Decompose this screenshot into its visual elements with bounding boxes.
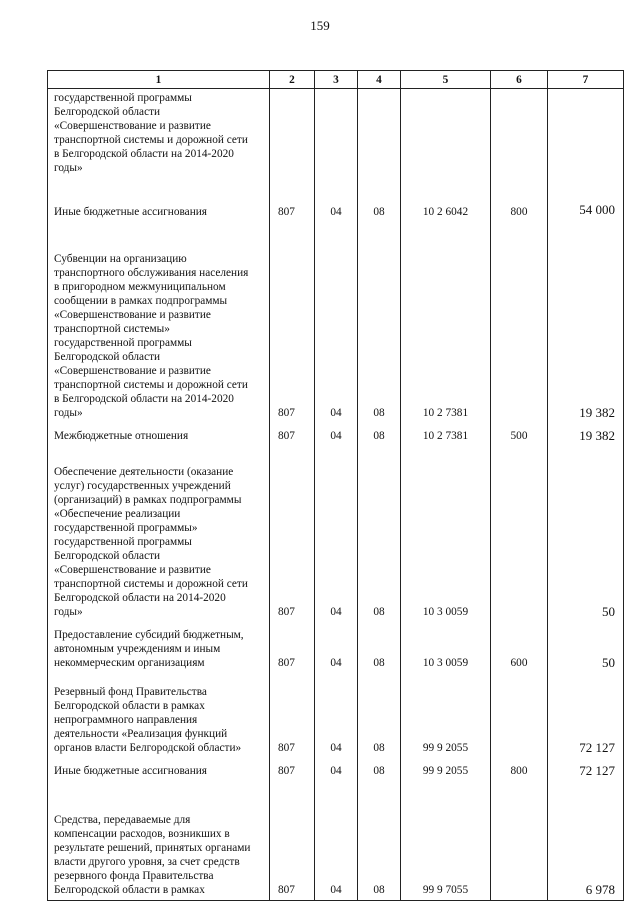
row-expense-type: 500 (491, 423, 548, 454)
row-section: 04 (315, 758, 358, 787)
table-row (48, 197, 624, 230)
row-expense-type (491, 230, 548, 423)
row-ministry-code: 807 (270, 423, 315, 454)
table-row (48, 423, 624, 454)
row-section: 04 (315, 423, 358, 454)
row-target-code (401, 89, 491, 198)
row-description: Иные бюджетные ассигнования (48, 758, 270, 787)
row-ministry-code: 807 (270, 787, 315, 901)
row-target-code: 10 2 7381 (401, 230, 491, 423)
row-section: 04 (315, 673, 358, 758)
row-subsection: 08 (358, 197, 401, 230)
row-target-code: 99 9 2055 (401, 673, 491, 758)
table-row (48, 673, 624, 758)
row-expense-type (491, 454, 548, 622)
row-subsection: 08 (358, 758, 401, 787)
table-row (48, 454, 624, 622)
row-expense-type (491, 787, 548, 901)
row-amount: 6 978 (548, 787, 624, 901)
row-amount (548, 89, 624, 198)
header-col-4: 4 (358, 71, 401, 89)
row-target-code: 10 2 7381 (401, 423, 491, 454)
row-section (315, 89, 358, 198)
row-expense-type: 600 (491, 622, 548, 673)
table-row (48, 758, 624, 787)
row-description: Обеспечение деятельности (оказание услуг) государственных учреждений (организаций) в рамках подпрограммы «Обеспечение реализации государственной программы» государственной программы Белгородской области «Совершенствование и развитие транспортной системы и дорожной сети Белгородской области на 2014-2020 годы» (48, 454, 270, 622)
row-amount: 72 127 (548, 673, 624, 758)
row-ministry-code: 807 (270, 622, 315, 673)
row-target-code: 10 3 0059 (401, 454, 491, 622)
row-description: Межбюджетные отношения (48, 423, 270, 454)
table-row (48, 230, 624, 423)
header-col-6: 6 (491, 71, 548, 89)
header-col-5: 5 (401, 71, 491, 89)
row-target-code: 10 3 0059 (401, 622, 491, 673)
row-ministry-code: 807 (270, 230, 315, 423)
row-expense-type: 800 (491, 197, 548, 230)
header-col-2: 2 (270, 71, 315, 89)
row-section: 04 (315, 197, 358, 230)
row-amount: 19 382 (548, 423, 624, 454)
row-description: Субвенции на организацию транспортного обслуживания населения в пригородном межмуниципальном сообщении в рамках подпрограммы «Совершенствование и развитие транспортной системы» государственной программы Белгородской области «Совершенствование и развитие транспортной системы и дорожной сети в Белгородской области на 2014-2020 годы» (48, 230, 270, 423)
row-subsection (358, 89, 401, 198)
row-amount: 54 000 (548, 197, 624, 230)
row-description: Предоставление субсидий бюджетным, автономным учреждениям и иным некоммерческим организациям (48, 622, 270, 673)
row-target-code: 99 9 2055 (401, 758, 491, 787)
row-ministry-code (270, 89, 315, 198)
row-ministry-code: 807 (270, 758, 315, 787)
row-expense-type (491, 89, 548, 198)
header-col-1: 1 (48, 71, 270, 89)
row-ministry-code: 807 (270, 673, 315, 758)
row-amount: 50 (548, 454, 624, 622)
row-section: 04 (315, 787, 358, 901)
row-amount: 72 127 (548, 758, 624, 787)
row-section: 04 (315, 230, 358, 423)
table-header-row (48, 71, 624, 89)
table-row (48, 89, 624, 198)
row-description: Резервный фонд Правительства Белгородской области в рамках непрограммного направления деятельности «Реализация функций органов власти Белгородской области» (48, 673, 270, 758)
row-target-code: 99 9 7055 (401, 787, 491, 901)
header-col-3: 3 (315, 71, 358, 89)
row-subsection: 08 (358, 423, 401, 454)
row-amount: 19 382 (548, 230, 624, 423)
row-description: Средства, передаваемые для компенсации расходов, возникших в результате решений, принятых органами власти другого уровня, за счет средств резервного фонда Правительства Белгородской области в рамках (48, 787, 270, 901)
row-section: 04 (315, 454, 358, 622)
table-row (48, 622, 624, 673)
row-amount: 50 (548, 622, 624, 673)
header-col-7: 7 (548, 71, 624, 89)
row-description: государственной программы Белгородской области «Совершенствование и развитие транспортной системы и дорожной сети в Белгородской области на 2014-2020 годы» (48, 89, 270, 198)
row-subsection: 08 (358, 673, 401, 758)
row-section: 04 (315, 622, 358, 673)
budget-table (47, 70, 624, 901)
row-ministry-code: 807 (270, 454, 315, 622)
row-description: Иные бюджетные ассигнования (48, 197, 270, 230)
row-subsection: 08 (358, 622, 401, 673)
row-subsection: 08 (358, 230, 401, 423)
row-ministry-code: 807 (270, 197, 315, 230)
row-target-code: 10 2 6042 (401, 197, 491, 230)
row-subsection: 08 (358, 787, 401, 901)
row-subsection: 08 (358, 454, 401, 622)
row-expense-type (491, 673, 548, 758)
row-expense-type: 800 (491, 758, 548, 787)
table-row (48, 787, 624, 901)
page-number: 159 (310, 18, 330, 33)
